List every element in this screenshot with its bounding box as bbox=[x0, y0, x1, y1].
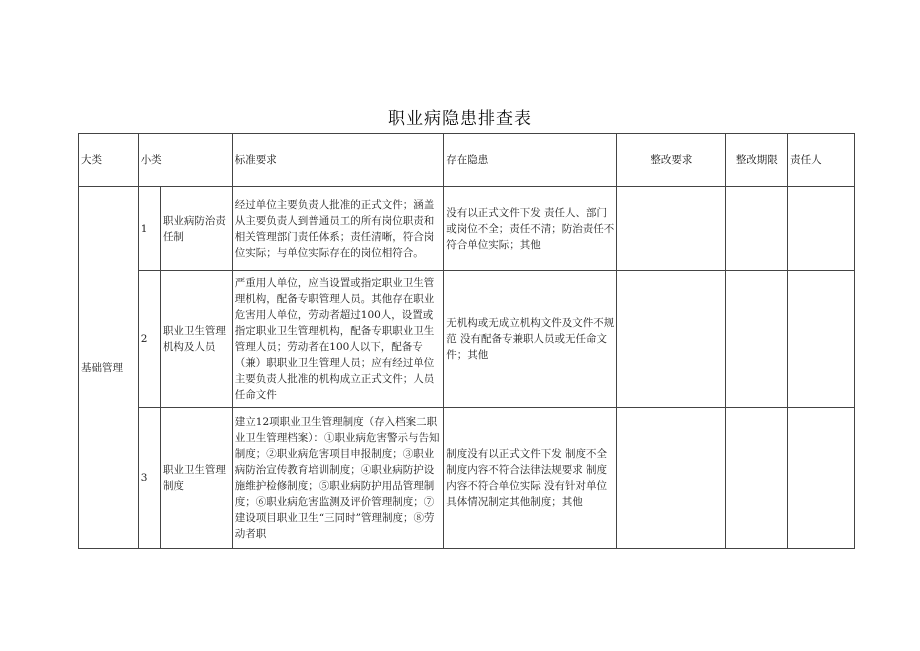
rectify-cell[interactable] bbox=[617, 187, 726, 271]
row-number: 2 bbox=[138, 271, 160, 408]
standard-cell: 严重用人单位，应当设置或指定职业卫生管理机构，配备专职管理人员。其他存在职业危害用人单位，劳动者超过100人，设置或指定职业卫生管理机构，配备专职职业卫生管理人员；劳动者在100人以下，配备专（兼）职职业卫生管理人员；应有经过单位主要负责人批准的机构成立正式文件；人员任命文件 bbox=[232, 271, 443, 408]
category-cell: 基础管理 bbox=[79, 187, 139, 549]
header-minor: 小类 bbox=[138, 134, 232, 187]
hazard-checklist-table bbox=[78, 133, 855, 549]
subcategory-cell: 职业病防治责任制 bbox=[160, 187, 232, 271]
owner-cell[interactable] bbox=[788, 408, 855, 549]
page-title: 职业病隐患排查表 bbox=[388, 109, 532, 129]
standard-cell: 建立12项职业卫生管理制度（存入档案二职业卫生管理档案）：①职业病危害警示与告知制度；②职业病危害项目申报制度；③职业病防治宣传教育培训制度；④职业病防护设施维护检修制度；⑤职业病防护用品管理制度；⑥职业病危害监测及评价管理制度；⑦建设项目职业卫生“三同时”管理制度；⑧劳动者职 bbox=[232, 408, 443, 549]
issue-cell: 没有以正式文件下发 责任人、部门或岗位不全；责任不清；防治责任不符合单位实际；其他 bbox=[444, 187, 617, 271]
table-row bbox=[79, 271, 855, 408]
subcategory-cell: 职业卫生管理机构及人员 bbox=[160, 271, 232, 408]
issue-cell: 无机构或无成立机构文件及文件不规范 没有配备专兼职人员或无任命文件；其他 bbox=[444, 271, 617, 408]
standard-cell: 经过单位主要负责人批准的正式文件；涵盖从主要负责人到普通员工的所有岗位职责和相关管理部门责任体系；责任清晰，符合岗位实际；与单位实际存在的岗位相符合。 bbox=[232, 187, 443, 271]
header-owner: 责任人 bbox=[788, 134, 855, 187]
deadline-cell[interactable] bbox=[726, 187, 788, 271]
rectify-cell[interactable] bbox=[617, 408, 726, 549]
header-major: 大类 bbox=[79, 134, 139, 187]
owner-cell[interactable] bbox=[788, 271, 855, 408]
row-number: 1 bbox=[138, 187, 160, 271]
deadline-cell[interactable] bbox=[726, 408, 788, 549]
deadline-cell[interactable] bbox=[726, 271, 788, 408]
rectify-cell[interactable] bbox=[617, 271, 726, 408]
owner-cell[interactable] bbox=[788, 187, 855, 271]
table-header-row bbox=[79, 134, 855, 187]
header-issue: 存在隐患 bbox=[444, 134, 617, 187]
table-row bbox=[79, 187, 855, 271]
header-standard: 标准要求 bbox=[232, 134, 443, 187]
row-number: 3 bbox=[138, 408, 160, 549]
table-row bbox=[79, 408, 855, 549]
header-rectify: 整改要求 bbox=[617, 134, 726, 187]
header-deadline: 整改期限 bbox=[726, 134, 788, 187]
subcategory-cell: 职业卫生管理制度 bbox=[160, 408, 232, 549]
issue-cell: 制度没有以正式文件下发 制度不全制度内容不符合法律法规要求 制度内容不符合单位实际 没有针对单位具体情况制定其他制度；其他 bbox=[444, 408, 617, 549]
